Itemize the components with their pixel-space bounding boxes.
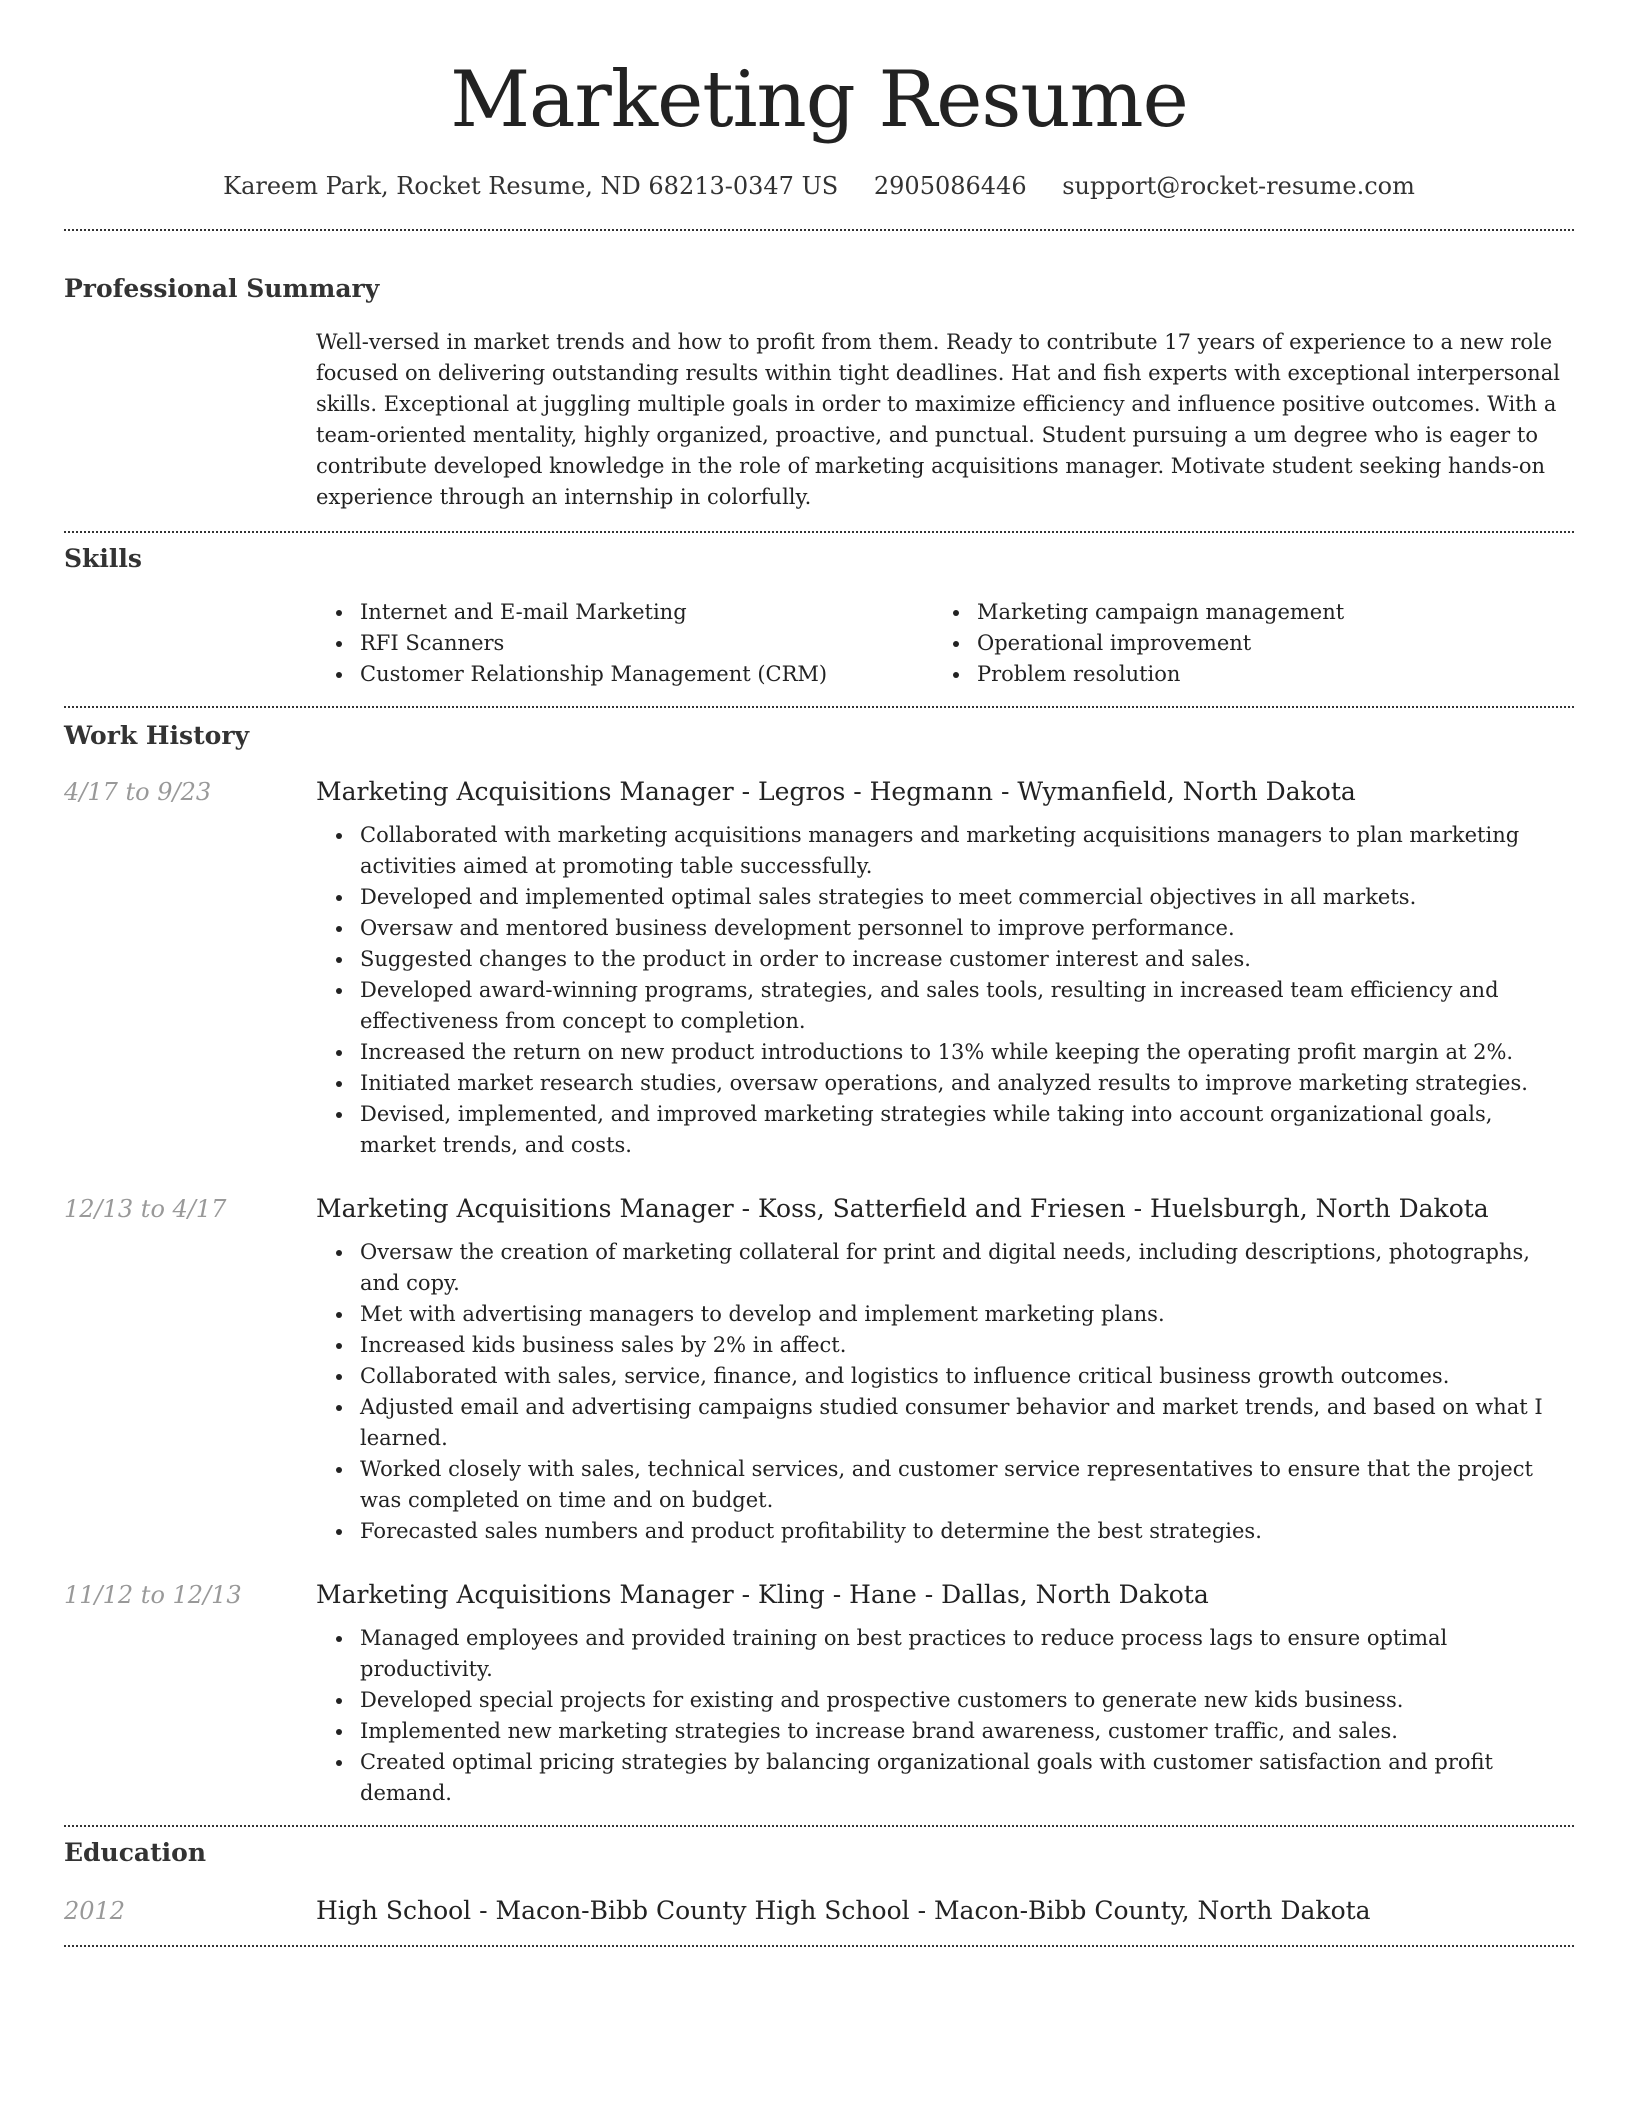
job-title: Marketing Acquisitions Manager - Legros - Hegmann - Wymanfield, North Dakota: [316, 777, 1356, 806]
job-entry: [64, 774, 1574, 1161]
skills-section: [64, 541, 1574, 690]
work-heading: Work History: [64, 721, 250, 750]
summary-section: [64, 271, 1574, 513]
list-item: Adjusted email and advertising campaigns studied consumer behavior and market trends, and based on what I learned.: [316, 1392, 1574, 1454]
list-item: Met with advertising managers to develop and implement marketing plans.: [316, 1299, 1574, 1330]
job-date: 4/17 to 9/23: [64, 778, 212, 806]
education-entry: [64, 1893, 1574, 1929]
skill-item: Marketing campaign management: [933, 597, 1550, 628]
job-title: Marketing Acquisitions Manager - Koss, Satterfield and Friesen - Huelsburgh, North Dakota: [316, 1194, 1489, 1223]
list-item: Managed employees and provided training on best practices to reduce process lags to ensure optimal productivity.: [316, 1623, 1574, 1685]
resume-title: Marketing Resume: [450, 55, 1188, 145]
education-section: [64, 1835, 1574, 1929]
education-heading: Education: [64, 1838, 207, 1867]
job-entry: [64, 1191, 1574, 1547]
list-item: Forecasted sales numbers and product profitability to determine the best strategies.: [316, 1516, 1574, 1547]
summary-text: Well-versed in market trends and how to profit from them. Ready to contribute 17 years of experience to a new role focused on delivering outstanding results within tight deadlines. Hat and fish experts with exceptional interpersonal skills. Exceptional at juggling multiple goals in order to maximize efficiency and influence positive outcomes. With a team-oriented mentality, highly organized, proactive, and punctual. Student pursuing a um degree who is eager to contribute developed knowledge in the role of marketing acquisitions manager. Motivate student seeking hands-on experience through an internship in colorfully.: [316, 330, 1560, 509]
divider: [64, 229, 1574, 231]
list-item: Created optimal pricing strategies by balancing organizational goals with customer satisfaction and profit demand.: [316, 1747, 1574, 1809]
list-item: Developed and implemented optimal sales strategies to meet commercial objectives in all markets.: [316, 882, 1574, 913]
list-item: Increased kids business sales by 2% in affect.: [316, 1330, 1574, 1361]
list-item: Worked closely with sales, technical services, and customer service representatives to ensure that the project was completed on time and on budget.: [316, 1454, 1574, 1516]
list-item: Implemented new marketing strategies to increase brand awareness, customer traffic, and sales.: [316, 1716, 1574, 1747]
list-item: Increased the return on new product introductions to 13% while keeping the operating profit margin at 2%.: [316, 1037, 1574, 1068]
job-entry: [64, 1577, 1574, 1809]
summary-heading: Professional Summary: [64, 274, 380, 303]
resume-page: [64, 0, 1574, 1947]
contact-line: [64, 168, 1574, 204]
skill-item: Problem resolution: [933, 659, 1550, 690]
job-bullets: [316, 820, 1574, 1161]
work-section: [64, 718, 1574, 1809]
divider: [64, 531, 1574, 533]
contact-email: support@rocket-resume.com: [1062, 172, 1415, 200]
divider: [64, 1825, 1574, 1827]
skill-item: RFI Scanners: [316, 628, 933, 659]
list-item: Collaborated with marketing acquisitions managers and marketing acquisitions managers to plan marketing activities aimed at promoting table successfully.: [316, 820, 1574, 882]
skill-item: Customer Relationship Management (CRM): [316, 659, 933, 690]
list-item: Developed award-winning programs, strategies, and sales tools, resulting in increased team efficiency and effectiveness from concept to completion.: [316, 975, 1574, 1037]
list-item: Oversaw and mentored business development personnel to improve performance.: [316, 913, 1574, 944]
job-title: Marketing Acquisitions Manager - Kling - Hane - Dallas, North Dakota: [316, 1580, 1209, 1609]
list-item: Devised, implemented, and improved marketing strategies while taking into account organizational goals, market trends, and costs.: [316, 1099, 1574, 1161]
skill-item: Operational improvement: [933, 628, 1550, 659]
skills-list-left: [316, 597, 933, 690]
job-date: 12/13 to 4/17: [64, 1195, 227, 1223]
list-item: Oversaw the creation of marketing collateral for print and digital needs, including descriptions, photographs, and copy.: [316, 1237, 1574, 1299]
education-title: High School - Macon-Bibb County High School - Macon-Bibb County, North Dakota: [316, 1896, 1371, 1925]
contact-address: Kareem Park, Rocket Resume, ND 68213-0347 US: [223, 172, 839, 200]
skills-list-right: [933, 597, 1550, 690]
list-item: Collaborated with sales, service, finance, and logistics to influence critical business growth outcomes.: [316, 1361, 1574, 1392]
education-date: 2012: [64, 1897, 126, 1925]
job-bullets: [316, 1237, 1574, 1547]
contact-phone: 2905086446: [873, 172, 1027, 200]
list-item: Developed special projects for existing and prospective customers to generate new kids business.: [316, 1685, 1574, 1716]
job-bullets: [316, 1623, 1574, 1809]
list-item: Suggested changes to the product in order to increase customer interest and sales.: [316, 944, 1574, 975]
skill-item: Internet and E-mail Marketing: [316, 597, 933, 628]
divider: [64, 706, 1574, 708]
job-date: 11/12 to 12/13: [64, 1581, 242, 1609]
skills-heading: Skills: [64, 544, 142, 573]
divider: [64, 1945, 1574, 1947]
list-item: Initiated market research studies, oversaw operations, and analyzed results to improve marketing strategies.: [316, 1068, 1574, 1099]
